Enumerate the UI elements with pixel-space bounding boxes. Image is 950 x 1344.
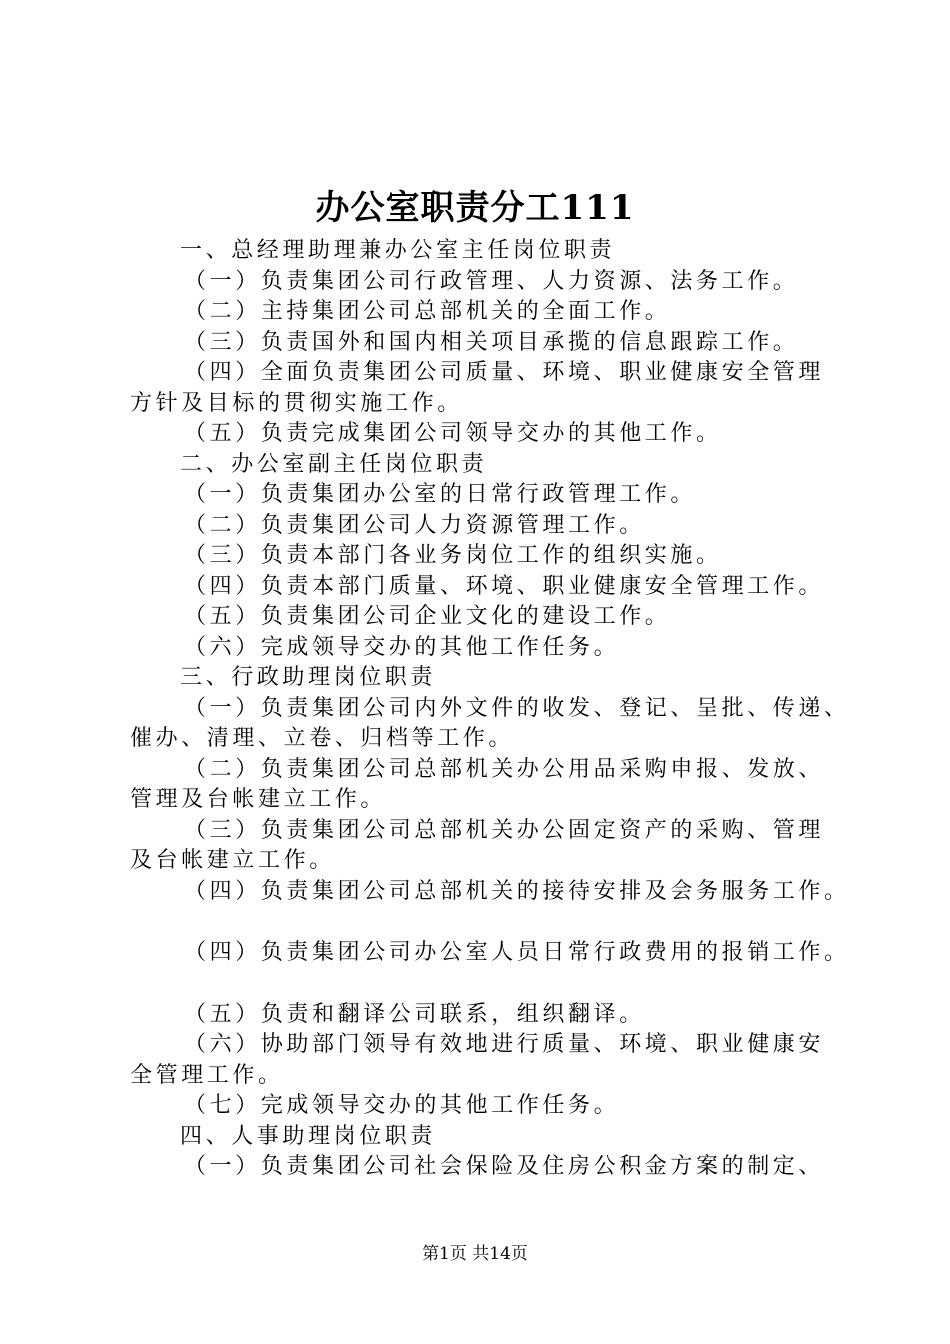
paragraph-line: （一）负责集团公司社会保险及住房公积金方案的制定、 — [184, 1154, 825, 1179]
paragraph-continuation: 催办、清理、立卷、归档等工作。 — [130, 726, 515, 751]
paragraph-line: （一）负责集团办公室的日常行政管理工作。 — [184, 482, 697, 507]
paragraph — [130, 328, 850, 359]
paragraph-continuation: 全管理工作。 — [130, 1062, 284, 1088]
paragraph — [130, 694, 850, 755]
paragraph — [130, 633, 850, 664]
paragraph — [130, 663, 850, 694]
paragraph-continuation: 及台帐建立工作。 — [130, 848, 335, 873]
paragraph-line: （五）负责集团公司企业文化的建设工作。 — [184, 604, 671, 629]
document-body — [130, 236, 850, 1183]
paragraph — [130, 511, 850, 542]
paragraph-continuation: 管理及台帐建立工作。 — [130, 787, 387, 812]
paragraph-line: （一）负责集团公司行政管理、人力资源、法务工作。 — [184, 268, 799, 294]
paragraph-line: （六）完成领导交办的其他工作任务。 — [184, 634, 620, 660]
paragraph — [130, 1030, 850, 1091]
paragraph — [130, 755, 850, 816]
page-footer: 第1页 共14页 — [422, 1244, 528, 1264]
paragraph — [130, 1152, 850, 1183]
paragraph-line: 二、办公室副主任岗位职责 — [180, 451, 488, 477]
paragraph-line: （三）负责集团公司总部机关办公固定资产的采购、管理 — [184, 817, 825, 843]
paragraph-line: 四、人事助理岗位职责 — [180, 1123, 437, 1149]
paragraph-line: （五）负责和翻译公司联系，组织翻译。 — [184, 1001, 645, 1027]
paragraph — [130, 480, 850, 511]
paragraph — [130, 1091, 850, 1122]
paragraph — [130, 1000, 850, 1031]
paragraph-line: （五）负责完成集团公司领导交办的其他工作。 — [184, 421, 722, 446]
paragraph-line: （四）负责本部门质量、环境、职业健康安全管理工作。 — [184, 573, 825, 599]
paragraph — [130, 816, 850, 877]
document-title: 办公室职责分工111 — [315, 188, 635, 228]
paragraph-line: （四）负责集团公司办公室人员日常行政费用的报销工作。 — [184, 940, 850, 965]
paragraph-line: （二）负责集团公司总部机关办公用品采购申报、发放、 — [184, 756, 825, 782]
paragraph-line: （六）协助部门领导有效地进行质量、环境、职业健康安 — [184, 1032, 825, 1057]
paragraph — [130, 1122, 850, 1153]
paragraph — [130, 297, 850, 328]
paragraph-line: （三）负责国外和国内相关项目承揽的信息跟踪工作。 — [184, 329, 799, 355]
paragraph — [130, 358, 850, 419]
paragraph-line: （四）全面负责集团公司质量、环境、职业健康安全管理 — [184, 360, 825, 385]
paragraph — [130, 236, 850, 267]
paragraph-line: （一）负责集团公司内外文件的收发、登记、呈批、传递、 — [184, 695, 850, 721]
paragraph-continuation: 方针及目标的贯彻实施工作。 — [130, 390, 463, 416]
paragraph-line: （三）负责本部门各业务岗位工作的组织实施。 — [184, 543, 722, 568]
paragraph — [130, 572, 850, 603]
paragraph-line: （二）负责集团公司人力资源管理工作。 — [184, 512, 645, 538]
paragraph — [130, 938, 850, 969]
paragraph — [130, 602, 850, 633]
paragraph-line: （二）主持集团公司总部机关的全面工作。 — [184, 299, 671, 324]
paragraph — [130, 877, 850, 908]
blank-line — [130, 907, 850, 938]
paragraph — [130, 450, 850, 481]
paragraph-line: 三、行政助理岗位职责 — [180, 665, 437, 690]
paragraph-line: （四）负责集团公司总部机关的接待安排及会务服务工作。 — [184, 878, 850, 904]
paragraph — [130, 541, 850, 572]
paragraph-line: （七）完成领导交办的其他工作任务。 — [184, 1093, 620, 1118]
paragraph-line: 一、总经理助理兼办公室主任岗位职责 — [180, 238, 616, 263]
paragraph — [130, 419, 850, 450]
paragraph — [130, 267, 850, 298]
blank-line — [130, 969, 850, 1000]
